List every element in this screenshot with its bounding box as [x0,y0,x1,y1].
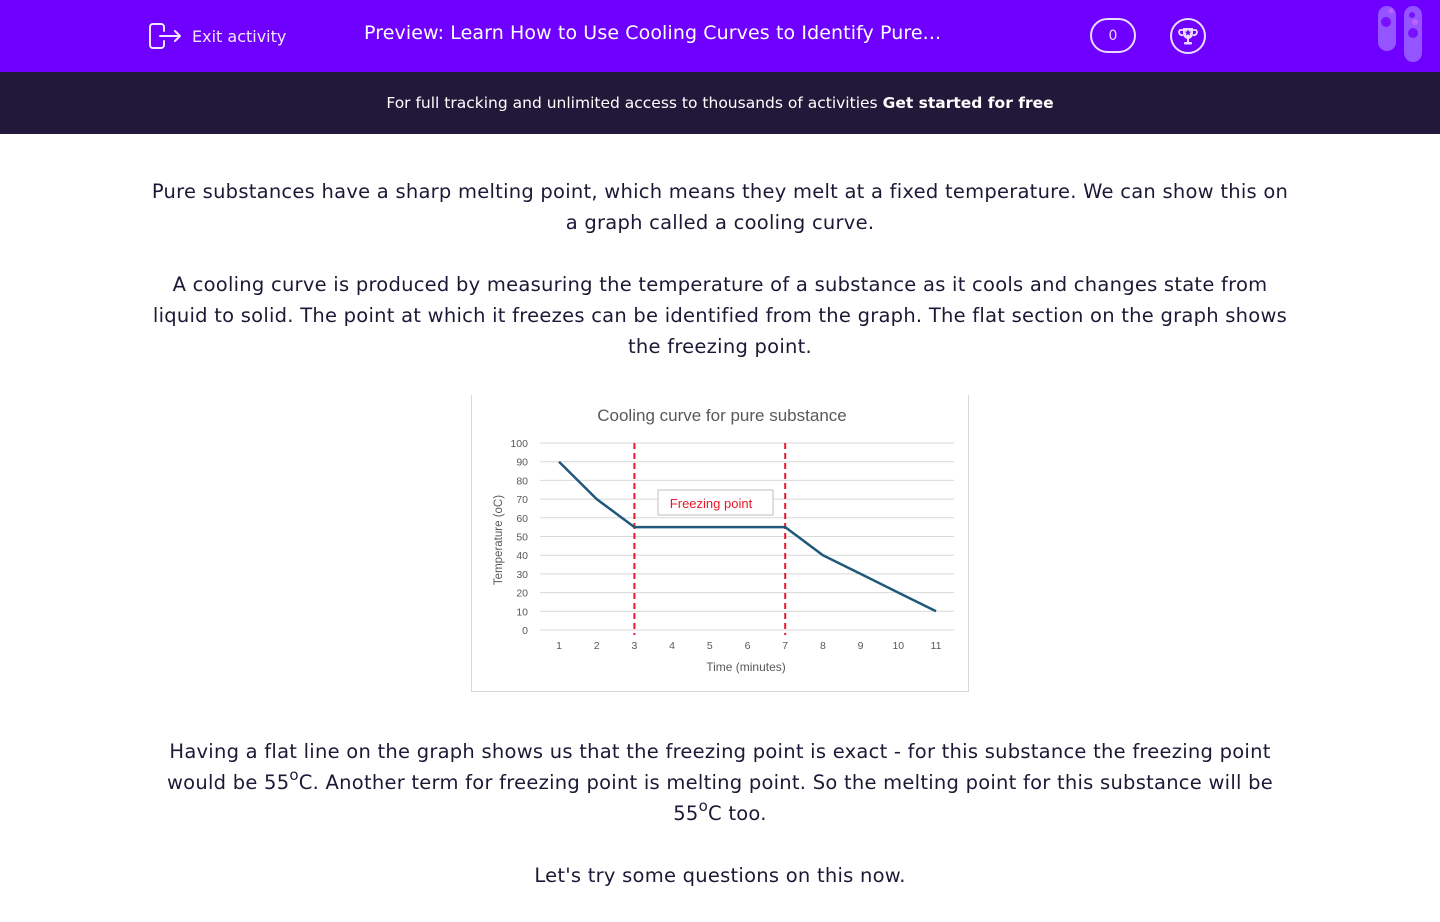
x-axis-label: Time (minutes) [706,660,786,674]
y-tick-label: 100 [510,438,528,450]
y-tick-label: 90 [516,456,528,469]
chart-svg [472,395,970,692]
x-tick-label: 4 [669,640,676,652]
trophy-button[interactable] [1170,18,1206,54]
text-part: Having a flat line on the graph shows us that the freezing point is exact - for this substance the freezing point would be 55 [166,740,1271,794]
x-axis-ticks [556,640,942,652]
chart-gridlines [540,443,954,630]
test-tubes-logo [1376,6,1424,64]
banner-text: For full tracking and unlimited access to thousands of activities [386,94,878,112]
y-tick-label: 10 [516,606,528,619]
top-bar [0,0,1440,72]
x-tick-label: 9 [857,640,864,652]
exit-activity-label: Exit activity [192,26,287,46]
x-tick-label: 10 [892,640,905,652]
text-part: C too. [708,802,767,825]
degree-symbol: o [698,796,709,815]
y-tick-label: 50 [516,531,528,544]
x-tick-label: 2 [593,640,600,652]
y-axis-ticks [510,438,528,637]
chart-title: Cooling curve for pure substance [597,406,847,425]
x-tick-label: 6 [744,640,751,652]
y-tick-label: 70 [516,494,528,507]
page-title: Preview: Learn How to Use Cooling Curves to Identify Pure... [364,22,942,44]
y-tick-label: 40 [516,550,528,563]
y-tick-label: 0 [522,625,528,637]
y-axis-label: Temperature (oC) [493,494,505,586]
signup-banner [0,72,1440,134]
paragraph-cooling-curve: A cooling curve is produced by measuring the temperature of a substance as it cools and changes state from liquid to solid. The point at which it freezes can be identified from the graph. The flat section on the graph shows the freezing point. [152,273,1288,358]
y-tick-label: 20 [516,587,528,600]
x-tick-label: 5 [706,640,713,652]
freezing-point-label: Freezing point [669,496,753,511]
exit-icon [149,22,182,50]
paragraph-intro: Pure substances have a sharp melting point, which means they melt at a fixed temperature. We can show this on a graph called a cooling curve. [151,180,1289,234]
y-tick-label: 80 [516,475,528,488]
x-tick-label: 7 [782,640,789,652]
y-tick-label: 60 [516,512,528,525]
x-tick-label: 1 [556,640,562,652]
score-badge: 0 [1090,18,1136,53]
trophy-icon [1177,25,1199,47]
text-part: C. Another term for freezing point is melting point. So the melting point for this substance will be 55 [298,771,1273,825]
exit-activity-button[interactable] [149,20,286,52]
freezing-point-markers [634,443,785,635]
x-tick-label: 8 [819,640,826,652]
x-tick-label: 3 [631,640,638,652]
paragraph-freezing-point [150,736,1290,829]
get-started-link[interactable]: Get started for free [882,94,1054,112]
paragraph-try-questions: Let's try some questions on this now. [534,864,906,887]
cooling-curve-chart [471,395,969,692]
y-tick-label: 30 [516,568,528,581]
degree-symbol: o [289,765,299,784]
x-tick-label: 11 [930,640,942,652]
